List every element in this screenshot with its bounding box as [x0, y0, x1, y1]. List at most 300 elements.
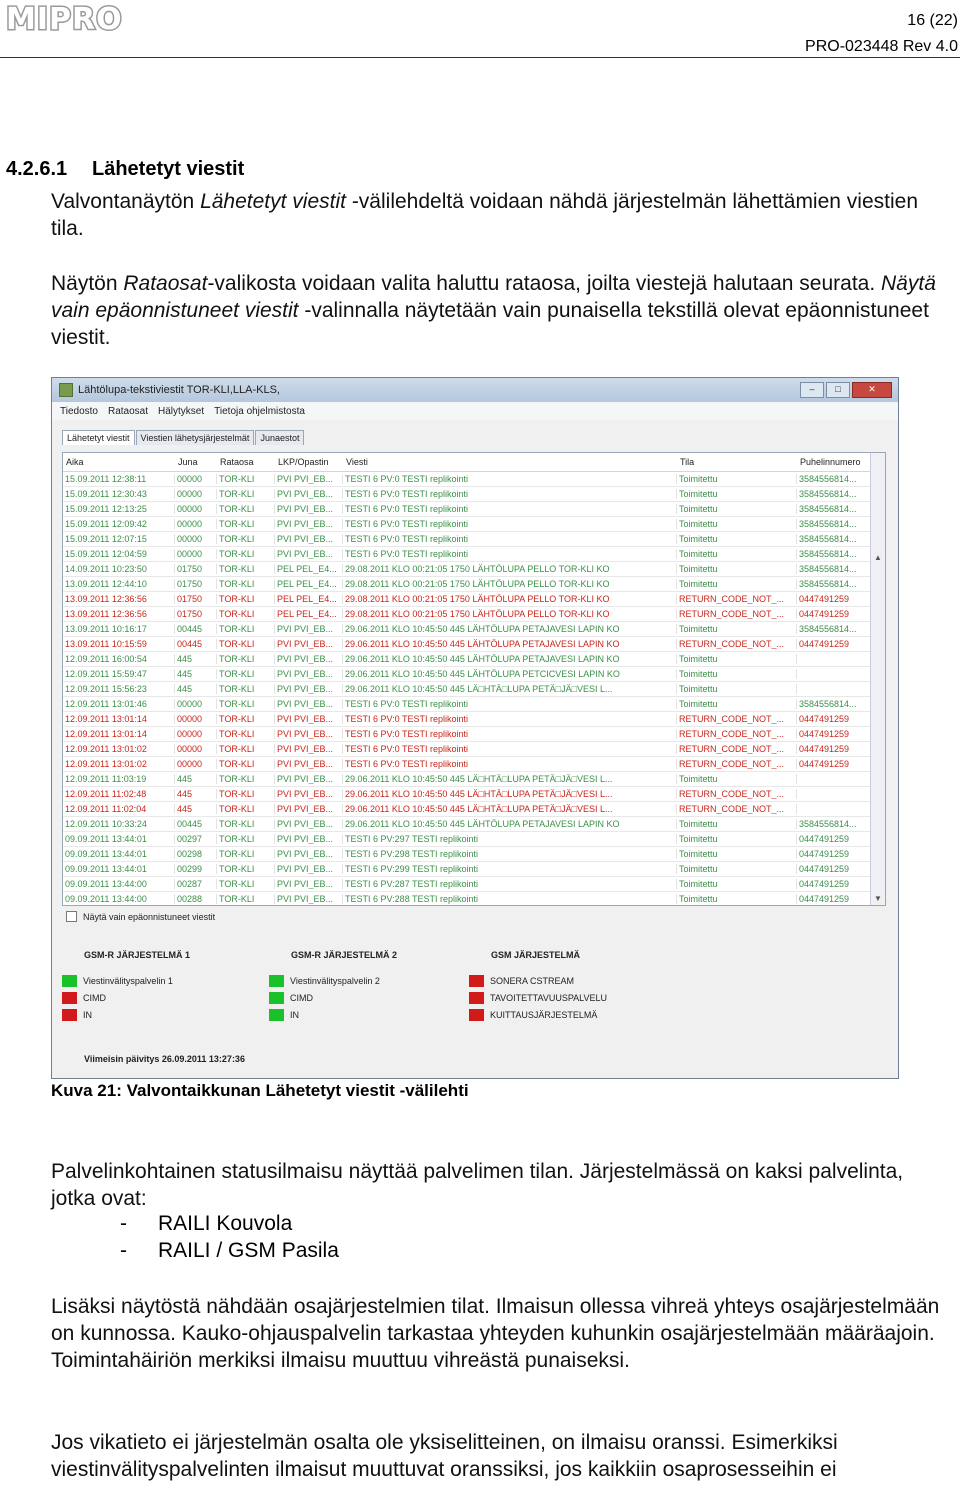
table-row[interactable]	[63, 772, 885, 787]
table-cell: 00445	[175, 819, 217, 829]
table-cell: PVI PVI_EB...	[275, 714, 343, 724]
table-row[interactable]	[63, 652, 885, 667]
table-cell: PVI PVI_EB...	[275, 729, 343, 739]
table-cell: 29.06.2011 KLO 10:45:50 445 LÄHTÖLUPA PETAJAVESI LAPIN KO	[343, 639, 677, 649]
status-led-icon	[62, 975, 77, 987]
table-cell: 00000	[175, 489, 217, 499]
table-row[interactable]	[63, 877, 885, 892]
table-cell: Toimitettu	[677, 489, 797, 499]
table-cell: 0447491259	[797, 594, 875, 604]
table-cell: 445	[175, 789, 217, 799]
table-cell: 3584556814...	[797, 699, 875, 709]
table-cell: 15.09.2011 12:13:25	[63, 504, 175, 514]
table-cell: PVI PVI_EB...	[275, 774, 343, 784]
table-cell: 15.09.2011 12:38:11	[63, 474, 175, 484]
paragraph-orange: Jos vikatieto ei järjestelmän osalta ole yksiselitteinen, on ilmaisu oranssi. Esimerkiksi viestinvälityspalvelinten ilmaisut muuttuvat oranssiksi, jos kaikkiin osaprosesseihin ei	[51, 1431, 838, 1481]
table-cell: 00000	[175, 504, 217, 514]
table-cell: 0447491259	[797, 714, 875, 724]
table-cell: 13.09.2011 12:36:56	[63, 594, 175, 604]
table-cell: 3584556814...	[797, 819, 875, 829]
table-cell: TESTI 6 PV:0 TESTI replikointi	[343, 549, 677, 559]
table-cell: TOR-KLI	[217, 669, 275, 679]
table-cell: 09.09.2011 13:44:01	[63, 849, 175, 859]
document-reference: PRO-023448 Rev 4.0	[805, 38, 958, 55]
table-cell: 29.08.2011 KLO 00:21:05 1750 LÄHTÖLUPA PELLO TOR-KLI KO	[343, 564, 677, 574]
table-cell: Toimitettu	[677, 504, 797, 514]
table-cell: RETURN_CODE_NOT_...	[677, 639, 797, 649]
table-cell: 3584556814...	[797, 504, 875, 514]
table-cell: 0447491259	[797, 894, 875, 904]
table-cell: PVI PVI_EB...	[275, 534, 343, 544]
window-title: Lähtölupa-tekstiviestit TOR-KLI,LLA-KLS,	[78, 384, 280, 396]
table-cell: TOR-KLI	[217, 699, 275, 709]
column-header[interactable]: Juna	[178, 457, 198, 467]
table-row[interactable]	[63, 517, 885, 532]
table-cell: 12.09.2011 15:59:47	[63, 669, 175, 679]
text: -välilehdeltä voidaan nähdä järjestelmän lähettämien viestien tila.	[51, 190, 918, 240]
table-cell: PVI PVI_EB...	[275, 474, 343, 484]
text: Näytön	[51, 272, 124, 295]
table-cell: TOR-KLI	[217, 684, 275, 694]
table-cell: 00000	[175, 474, 217, 484]
table-cell: TESTI 6 PV:0 TESTI replikointi	[343, 699, 677, 709]
table-cell: TOR-KLI	[217, 474, 275, 484]
table-cell: TOR-KLI	[217, 849, 275, 859]
figure-caption: Kuva 21: Valvontaikkunan Lähetetyt viestit -välilehti	[51, 1081, 469, 1100]
table-cell: 09.09.2011 13:44:00	[63, 894, 175, 904]
bullet-dash: -	[120, 1212, 127, 1235]
table-cell: TOR-KLI	[217, 654, 275, 664]
bullet-dash: -	[120, 1239, 127, 1262]
table-cell: 29.06.2011 KLO 10:45:50 445 LÄHTÖLUPA PETAJAVESI LAPIN KO	[343, 654, 677, 664]
table-cell: Toimitettu	[677, 519, 797, 529]
table-cell: PVI PVI_EB...	[275, 879, 343, 889]
status-led-icon	[469, 975, 484, 987]
status-label: Viestinvälityspalvelin 2	[290, 975, 380, 986]
column-header[interactable]: LKP/Opastin	[278, 457, 329, 467]
table-cell: TOR-KLI	[217, 894, 275, 904]
table-cell: TOR-KLI	[217, 609, 275, 619]
table-cell: 00445	[175, 624, 217, 634]
table-cell: Toimitettu	[677, 549, 797, 559]
table-cell: Toimitettu	[677, 669, 797, 679]
table-cell: TESTI 6 PV:0 TESTI replikointi	[343, 729, 677, 739]
tab-junaestot[interactable]: Junaestot	[255, 430, 304, 445]
table-cell: PVI PVI_EB...	[275, 504, 343, 514]
app-window-screenshot	[51, 377, 899, 1079]
status-led-icon	[62, 1009, 77, 1021]
table-cell: 0447491259	[797, 759, 875, 769]
table-cell: 29.08.2011 KLO 00:21:05 1750 LÄHTÖLUPA PELLO TOR-KLI KO	[343, 594, 677, 604]
system-group-title: GSM-R JÄRJESTELMÄ 1	[84, 950, 191, 960]
table-cell: TESTI 6 PV:0 TESTI replikointi	[343, 744, 677, 754]
table-cell: PEL PEL_E4...	[275, 564, 343, 574]
table-cell: 3584556814...	[797, 579, 875, 589]
table-cell: PVI PVI_EB...	[275, 849, 343, 859]
table-cell: 29.06.2011 KLO 10:45:50 445 LÄHTÖLUPA PETAJAVESI LAPIN KO	[343, 624, 677, 634]
system-group	[469, 950, 607, 1023]
table-cell: RETURN_CODE_NOT_...	[677, 609, 797, 619]
column-header[interactable]: Rataosa	[220, 457, 254, 467]
table-cell: 12.09.2011 11:02:48	[63, 789, 175, 799]
table-row[interactable]	[63, 742, 885, 757]
status-led-icon	[269, 975, 284, 987]
table-cell: 3584556814...	[797, 519, 875, 529]
status-label: TAVOITETTAVUUSPALVELU	[490, 992, 608, 1003]
table-cell: TOR-KLI	[217, 504, 275, 514]
table-cell: RETURN_CODE_NOT_...	[677, 804, 797, 814]
close-button[interactable]: ✕	[852, 382, 892, 398]
status-label: SONERA CSTREAM	[490, 975, 575, 986]
table-cell: 12.09.2011 13:01:46	[63, 699, 175, 709]
table-row[interactable]	[63, 697, 885, 712]
table-cell: TOR-KLI	[217, 729, 275, 739]
status-led-icon	[62, 992, 77, 1004]
table-cell: 12.09.2011 10:33:24	[63, 819, 175, 829]
list-item-text: RAILI / GSM Pasila	[158, 1239, 339, 1262]
table-cell: RETURN_CODE_NOT_...	[677, 744, 797, 754]
table-cell: 29.06.2011 KLO 10:45:50 445 LÄ□HTÄ□LUPA PETÄ□JÄ□VESI L...	[343, 684, 677, 694]
table-cell: 01750	[175, 564, 217, 574]
table-cell: TOR-KLI	[217, 834, 275, 844]
table-cell: PEL PEL_E4...	[275, 609, 343, 619]
table-cell: 00298	[175, 849, 217, 859]
table-cell: PEL PEL_E4...	[275, 579, 343, 589]
table-cell: 00297	[175, 834, 217, 844]
status-indicator	[62, 972, 190, 989]
messages-table	[62, 452, 886, 906]
section-title: Lähetetyt viestit	[92, 158, 245, 180]
table-cell: 29.06.2011 KLO 10:45:50 445 LÄ□HTÄ□LUPA PETÄ□JÄ□VESI L...	[343, 789, 677, 799]
table-cell: Toimitettu	[677, 684, 797, 694]
table-cell: 00000	[175, 759, 217, 769]
last-update-text: Viimeisin päivitys 26.09.2011 13:27:36	[84, 1054, 245, 1064]
table-cell: Toimitettu	[677, 834, 797, 844]
table-cell: TESTI 6 PV:299 TESTI replikointi	[343, 864, 677, 874]
status-indicator	[469, 972, 607, 989]
table-cell: 445	[175, 684, 217, 694]
table-cell: 3584556814...	[797, 564, 875, 574]
table-cell: TESTI 6 PV:297 TESTI replikointi	[343, 834, 677, 844]
table-cell: 09.09.2011 13:44:00	[63, 879, 175, 889]
checkbox-box[interactable]	[66, 911, 77, 922]
vertical-scrollbar[interactable]	[870, 453, 885, 905]
table-row[interactable]	[63, 802, 885, 817]
list-item	[120, 1212, 292, 1236]
table-cell: Toimitettu	[677, 624, 797, 634]
table-row[interactable]	[63, 787, 885, 802]
table-cell: RETURN_CODE_NOT_...	[677, 714, 797, 724]
emphasis: Lähetetyt viestit	[200, 190, 346, 213]
table-cell: 0447491259	[797, 864, 875, 874]
table-cell: PVI PVI_EB...	[275, 489, 343, 499]
paragraph-intro	[51, 188, 951, 242]
table-cell: PVI PVI_EB...	[275, 759, 343, 769]
table-cell: 0447491259	[797, 609, 875, 619]
status-label: KUITTAUSJÄRJESTELMÄ	[490, 1009, 598, 1020]
table-cell: 15.09.2011 12:09:42	[63, 519, 175, 529]
table-cell: RETURN_CODE_NOT_...	[677, 759, 797, 769]
column-header[interactable]: Tila	[680, 457, 695, 467]
table-row[interactable]	[63, 532, 885, 547]
table-cell: 12.09.2011 11:02:04	[63, 804, 175, 814]
table-row[interactable]	[63, 547, 885, 562]
table-cell: TESTI 6 PV:0 TESTI replikointi	[343, 534, 677, 544]
table-cell: Toimitettu	[677, 849, 797, 859]
table-cell: 3584556814...	[797, 624, 875, 634]
status-indicator	[62, 1006, 190, 1023]
column-header[interactable]: Viesti	[346, 457, 368, 467]
table-cell: PVI PVI_EB...	[275, 864, 343, 874]
text: -valikosta voidaan valita haluttu rataosa, joilta viestejä halutaan seurata.	[207, 272, 882, 295]
status-indicator	[469, 989, 607, 1006]
paragraph-selection	[51, 270, 951, 351]
status-led-icon	[269, 992, 284, 1004]
status-indicator	[269, 1006, 397, 1023]
table-cell: Toimitettu	[677, 534, 797, 544]
table-row[interactable]	[63, 892, 885, 906]
table-cell: 0447491259	[797, 849, 875, 859]
table-cell: TESTI 6 PV:298 TESTI replikointi	[343, 849, 677, 859]
section-heading	[6, 158, 244, 181]
table-row[interactable]	[63, 637, 885, 652]
table-cell: TOR-KLI	[217, 519, 275, 529]
table-cell: PVI PVI_EB...	[275, 789, 343, 799]
system-group	[62, 950, 190, 1023]
table-cell: 12.09.2011 15:56:23	[63, 684, 175, 694]
table-cell: Toimitettu	[677, 699, 797, 709]
table-cell: 0447491259	[797, 639, 875, 649]
table-cell: 00445	[175, 639, 217, 649]
system-group	[269, 950, 397, 1023]
table-cell: 3584556814...	[797, 534, 875, 544]
menu-tietoja[interactable]: Tietoja ohjelmistosta	[214, 405, 305, 417]
table-cell: PVI PVI_EB...	[275, 699, 343, 709]
table-cell: 3584556814...	[797, 549, 875, 559]
table-cell: PVI PVI_EB...	[275, 834, 343, 844]
table-cell: 0447491259	[797, 729, 875, 739]
table-row[interactable]	[63, 592, 885, 607]
page-header-info	[805, 8, 958, 60]
table-cell: 29.06.2011 KLO 10:45:50 445 LÄ□HTÄ□LUPA PETÄ□JÄ□VESI L...	[343, 804, 677, 814]
header-divider	[0, 57, 960, 58]
table-cell: 00000	[175, 519, 217, 529]
page-number: 16 (22)	[907, 12, 958, 29]
tab-lahetysjarjestelmat[interactable]: Viestien lähetysjärjestelmät	[136, 430, 255, 445]
table-row[interactable]	[63, 502, 885, 517]
table-cell: 0447491259	[797, 834, 875, 844]
table-cell: 12.09.2011 11:03:19	[63, 774, 175, 784]
table-cell: 00000	[175, 744, 217, 754]
table-cell: PVI PVI_EB...	[275, 549, 343, 559]
table-cell: TESTI 6 PV:0 TESTI replikointi	[343, 504, 677, 514]
company-logo: MIPRO	[6, 2, 123, 37]
list-item-text: RAILI Kouvola	[158, 1212, 293, 1235]
table-cell: 13.09.2011 10:16:17	[63, 624, 175, 634]
menu-tiedosto[interactable]: Tiedosto	[60, 405, 98, 417]
table-cell: PVI PVI_EB...	[275, 519, 343, 529]
table-cell: 29.06.2011 KLO 10:45:50 445 LÄHTÖLUPA PETCICVESI LAPIN KO	[343, 669, 677, 679]
failed-only-checkbox[interactable]	[66, 911, 215, 922]
table-cell: 0447491259	[797, 879, 875, 889]
table-cell: 09.09.2011 13:44:01	[63, 834, 175, 844]
table-cell: TESTI 6 PV:0 TESTI replikointi	[343, 489, 677, 499]
table-row[interactable]	[63, 487, 885, 502]
table-cell: 14.09.2011 10:23:50	[63, 564, 175, 574]
status-label: Viestinvälityspalvelin 1	[83, 975, 173, 986]
table-cell: 00000	[175, 534, 217, 544]
table-cell: 00000	[175, 714, 217, 724]
table-row[interactable]	[63, 847, 885, 862]
table-cell: 00000	[175, 699, 217, 709]
table-row[interactable]	[63, 607, 885, 622]
table-cell: TOR-KLI	[217, 744, 275, 754]
tab-bar	[62, 430, 305, 445]
table-cell: 445	[175, 804, 217, 814]
system-group-title: GSM JÄRJESTELMÄ	[491, 950, 581, 960]
column-header[interactable]: Puhelinnumero	[800, 457, 861, 467]
table-row[interactable]	[63, 682, 885, 697]
table-cell: Toimitettu	[677, 774, 797, 784]
table-cell: TOR-KLI	[217, 804, 275, 814]
table-cell: PVI PVI_EB...	[275, 819, 343, 829]
status-label: CIMD	[290, 992, 313, 1003]
table-cell: TOR-KLI	[217, 564, 275, 574]
table-row[interactable]	[63, 577, 885, 592]
table-cell: 15.09.2011 12:30:43	[63, 489, 175, 499]
table-cell: 445	[175, 654, 217, 664]
window-titlebar	[52, 378, 898, 402]
table-cell: TESTI 6 PV:288 TESTI replikointi	[343, 894, 677, 904]
table-cell: RETURN_CODE_NOT_...	[677, 729, 797, 739]
table-cell: TOR-KLI	[217, 774, 275, 784]
status-indicator	[62, 989, 190, 1006]
table-cell: Toimitettu	[677, 819, 797, 829]
table-cell: TOR-KLI	[217, 549, 275, 559]
table-cell: PVI PVI_EB...	[275, 639, 343, 649]
column-header[interactable]: Aika	[66, 457, 84, 467]
table-cell: 00287	[175, 879, 217, 889]
table-cell: 12.09.2011 13:01:02	[63, 744, 175, 754]
table-cell: 13.09.2011 10:15:59	[63, 639, 175, 649]
table-cell: TESTI 6 PV:0 TESTI replikointi	[343, 759, 677, 769]
table-cell: Toimitettu	[677, 864, 797, 874]
app-icon	[59, 383, 73, 397]
status-indicator	[269, 972, 397, 989]
table-cell: Toimitettu	[677, 474, 797, 484]
table-cell: 01750	[175, 579, 217, 589]
menu-rataosat[interactable]: Rataosat	[107, 405, 149, 417]
table-cell: 13.09.2011 12:36:56	[63, 609, 175, 619]
table-cell: 0447491259	[797, 744, 875, 754]
table-row[interactable]	[63, 622, 885, 637]
table-cell: TOR-KLI	[217, 879, 275, 889]
table-row[interactable]	[63, 832, 885, 847]
table-cell: 29.08.2011 KLO 00:21:05 1750 LÄHTÖLUPA PELLO TOR-KLI KO	[343, 609, 677, 619]
table-row[interactable]	[63, 472, 885, 487]
table-cell: PVI PVI_EB...	[275, 744, 343, 754]
table-cell: PVI PVI_EB...	[275, 684, 343, 694]
status-label: IN	[83, 1009, 92, 1020]
table-cell: 00288	[175, 894, 217, 904]
table-cell: 29.08.2011 KLO 00:21:05 1750 LÄHTÖLUPA PELLO TOR-KLI KO	[343, 579, 677, 589]
table-cell: TOR-KLI	[217, 534, 275, 544]
table-cell: 01750	[175, 594, 217, 604]
table-cell: 445	[175, 669, 217, 679]
maximize-button[interactable]: □	[826, 382, 850, 398]
status-led-icon	[469, 1009, 484, 1021]
table-cell: 00299	[175, 864, 217, 874]
table-cell: TOR-KLI	[217, 714, 275, 724]
table-row[interactable]	[63, 667, 885, 682]
section-number: 4.2.6.1	[6, 158, 68, 180]
table-cell: TESTI 6 PV:0 TESTI replikointi	[343, 474, 677, 484]
table-cell: PEL PEL_E4...	[275, 594, 343, 604]
table-cell: 09.09.2011 13:44:01	[63, 864, 175, 874]
table-row[interactable]	[63, 862, 885, 877]
paragraph-subsystems: Lisäksi näytöstä nähdään osajärjestelmien tilat. Ilmaisun ollessa vihreä yhteys osajärjestelmään on kunnossa. Kauko-ohjauspalvelin tarkastaa yhteyden kuhunkin osajärjestelmään määräajoin. Toimintahäiriön merkiksi ilmaisu muuttuu vihreästä punaiseksi.	[51, 1295, 940, 1372]
scroll-down-arrow-icon[interactable]: ▼	[874, 894, 882, 903]
table-cell: TOR-KLI	[217, 639, 275, 649]
table-cell: PVI PVI_EB...	[275, 894, 343, 904]
table-cell: TOR-KLI	[217, 624, 275, 634]
table-cell: Toimitettu	[677, 894, 797, 904]
text: -valinnalla näytetään vain punaisella tekstillä olevat epäonnistuneet viestit.	[51, 299, 929, 349]
paragraph-servers: Palvelinkohtainen statusilmaisu näyttää palvelimen tilan. Järjestelmässä on kaksi palvelinta, jotka ovat:	[51, 1160, 904, 1210]
table-cell: Toimitettu	[677, 879, 797, 889]
system-group-title: GSM-R JÄRJESTELMÄ 2	[291, 950, 398, 960]
table-cell: TESTI 6 PV:0 TESTI replikointi	[343, 519, 677, 529]
table-cell: RETURN_CODE_NOT_...	[677, 789, 797, 799]
tab-lahetetyt-viestit[interactable]: Lähetetyt viestit	[62, 430, 135, 445]
table-cell: RETURN_CODE_NOT_...	[677, 594, 797, 604]
table-cell: 29.06.2011 KLO 10:45:50 445 LÄHTÖLUPA PETAJAVESI LAPIN KO	[343, 819, 677, 829]
table-cell: PVI PVI_EB...	[275, 654, 343, 664]
minimize-button[interactable]: –	[800, 382, 824, 398]
table-row[interactable]	[63, 817, 885, 832]
table-cell: 3584556814...	[797, 489, 875, 499]
table-cell: Toimitettu	[677, 579, 797, 589]
table-cell: TOR-KLI	[217, 864, 275, 874]
table-cell: 12.09.2011 13:01:14	[63, 714, 175, 724]
text: Valvontanäytön	[51, 190, 201, 213]
emphasis: Näytä vain epäonnistuneet viestit	[51, 272, 936, 322]
table-row[interactable]	[63, 562, 885, 577]
table-row[interactable]	[63, 727, 885, 742]
table-cell: TOR-KLI	[217, 759, 275, 769]
table-cell: 00000	[175, 729, 217, 739]
table-cell: 15.09.2011 12:04:59	[63, 549, 175, 559]
table-body	[63, 472, 885, 906]
table-row[interactable]	[63, 712, 885, 727]
table-cell: TOR-KLI	[217, 579, 275, 589]
scroll-up-arrow-icon[interactable]: ▲	[874, 553, 882, 562]
table-cell: Toimitettu	[677, 654, 797, 664]
table-cell: PVI PVI_EB...	[275, 624, 343, 634]
table-cell: 00000	[175, 549, 217, 559]
table-cell: 15.09.2011 12:07:15	[63, 534, 175, 544]
status-led-icon	[469, 992, 484, 1004]
table-cell: TOR-KLI	[217, 489, 275, 499]
table-cell: TESTI 6 PV:0 TESTI replikointi	[343, 714, 677, 724]
menu-halytykset[interactable]: Hälytykset	[158, 405, 205, 417]
table-row[interactable]	[63, 757, 885, 772]
table-cell: TOR-KLI	[217, 594, 275, 604]
table-cell: 445	[175, 774, 217, 784]
table-cell: 13.09.2011 12:44:10	[63, 579, 175, 589]
status-label: IN	[290, 1009, 299, 1020]
table-cell: 01750	[175, 609, 217, 619]
